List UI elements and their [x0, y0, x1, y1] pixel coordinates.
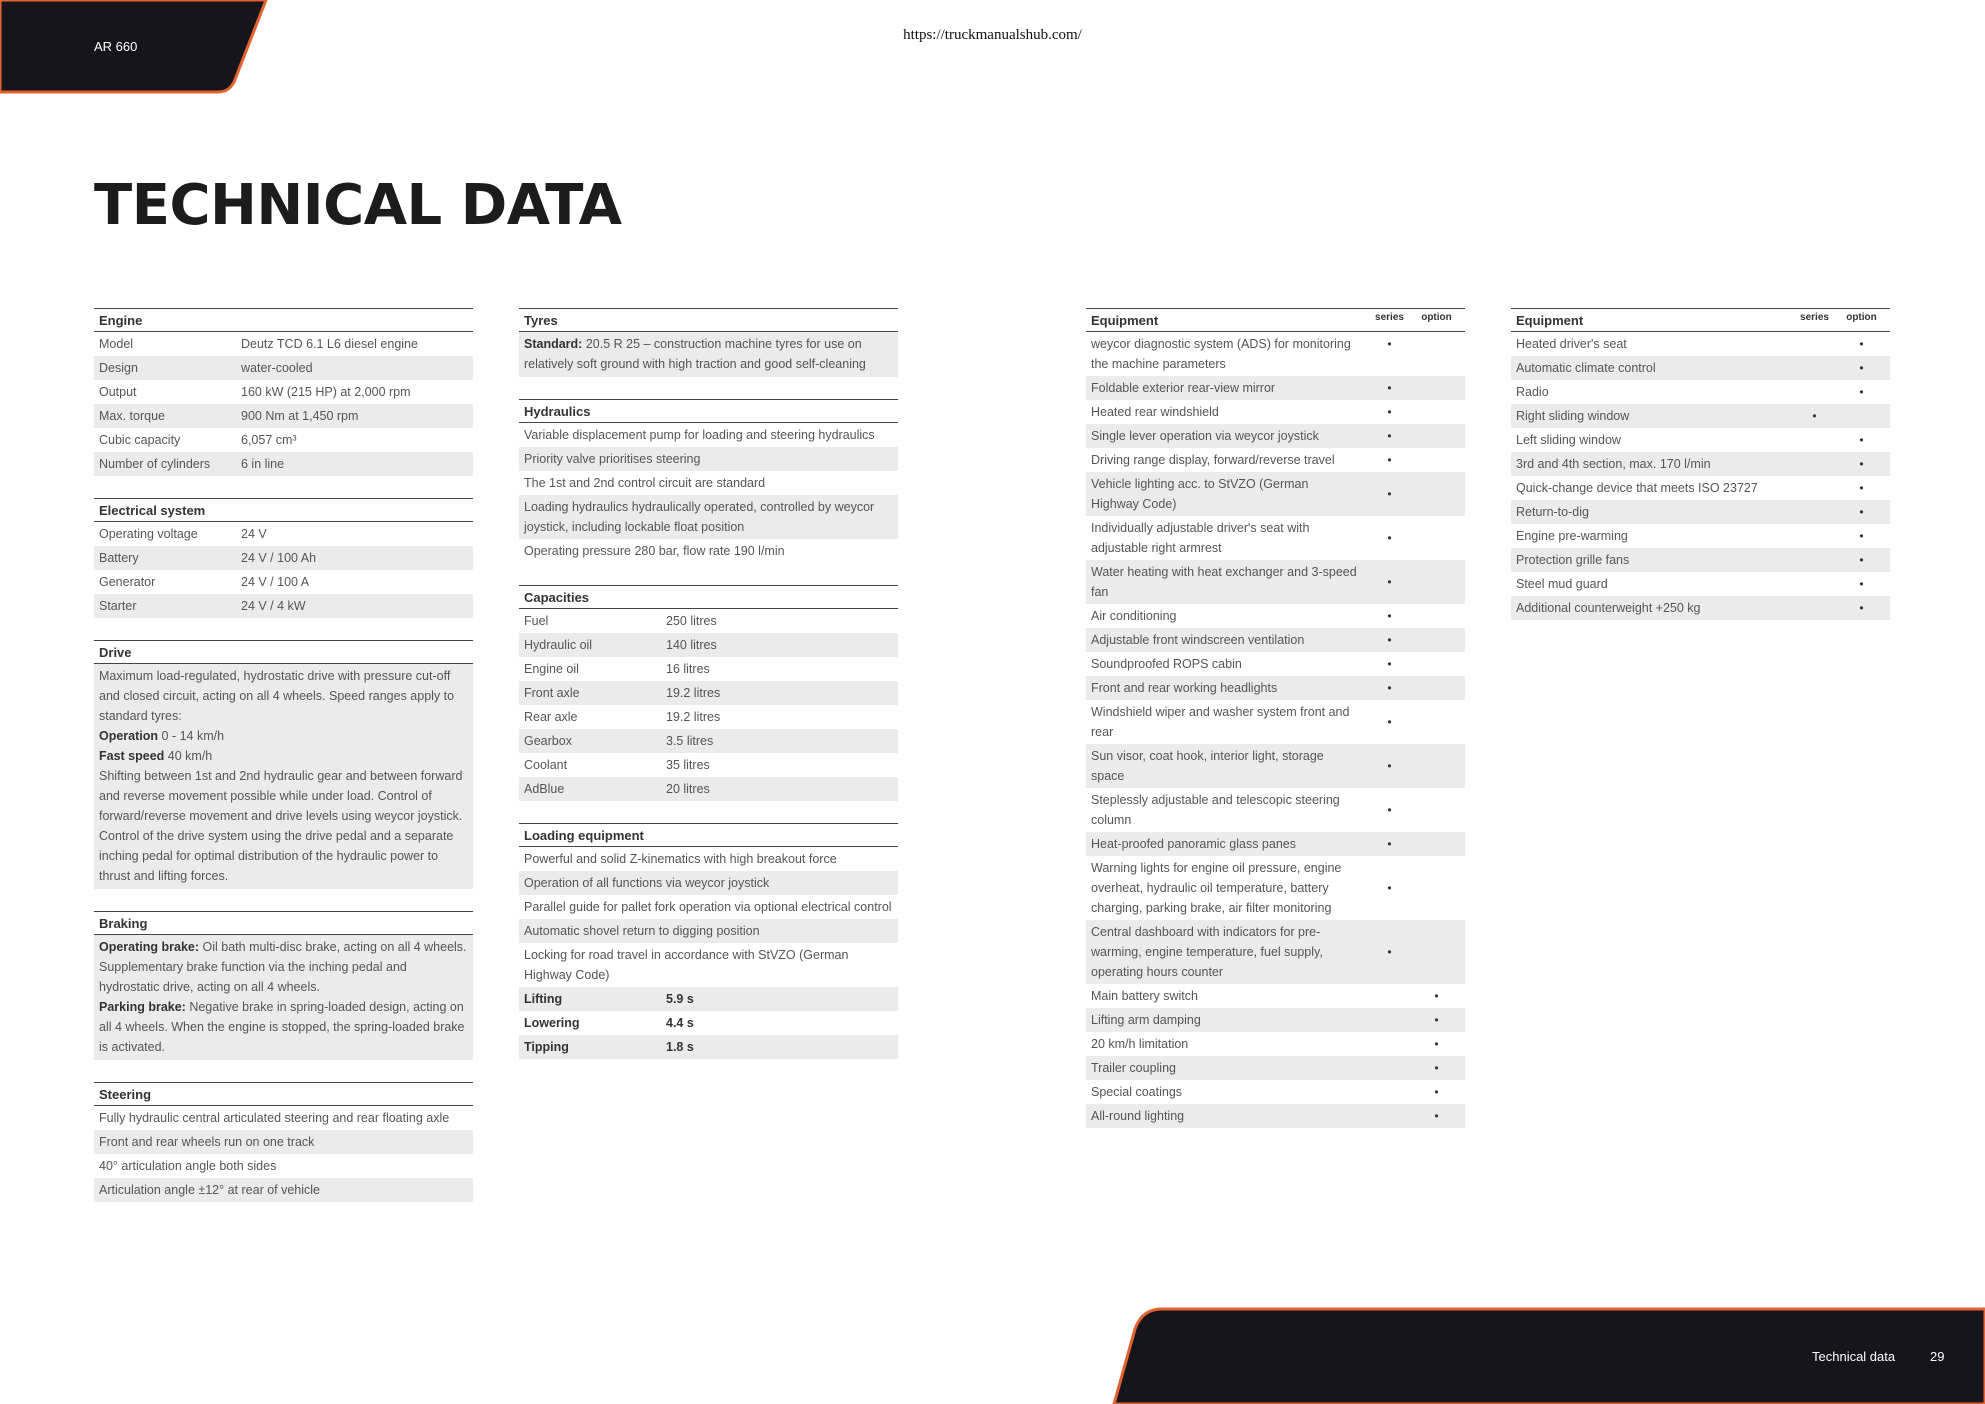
equipment-name: Left sliding window — [1516, 433, 1621, 447]
list-item-text: Powerful and solid Z-kinematics with high breakout force — [524, 852, 837, 866]
row-value: 5.9 s — [666, 992, 694, 1006]
table-row — [519, 633, 898, 657]
table-row — [519, 1011, 898, 1035]
table-row — [94, 332, 473, 356]
option-marker: • — [1859, 577, 1864, 591]
equipment-header — [1511, 308, 1890, 332]
drive-text — [94, 664, 473, 889]
series-column-label: series — [1375, 312, 1404, 323]
equipment-name: 20 km/h limitation — [1091, 1037, 1189, 1051]
operating-brake-label: Operating brake: — [99, 940, 200, 954]
row-value: 24 V / 100 A — [241, 575, 310, 589]
equipment-row — [1511, 476, 1890, 500]
option-marker: • — [1859, 361, 1864, 375]
equipment-name: Soundproofed ROPS cabin — [1091, 657, 1242, 671]
engine-section — [94, 308, 473, 476]
series-marker: • — [1387, 759, 1392, 773]
table-row — [519, 609, 898, 633]
row-label: Lifting — [524, 992, 563, 1006]
equipment-row — [1086, 1032, 1465, 1056]
series-marker: • — [1387, 381, 1392, 395]
option-marker: • — [1434, 1013, 1439, 1027]
row-value: 1.8 s — [666, 1040, 694, 1054]
operating-brake-text: Oil bath multi-disc brake, acting on all 4 wheels. Supplementary brake function via the inching pedal and hydrostatic drive, acting on all 4 wheels. — [99, 940, 467, 994]
row-value: 24 V / 100 Ah — [241, 551, 317, 565]
tyres-label: Standard: — [524, 337, 583, 351]
row-label: Fuel — [524, 614, 549, 628]
series-marker: • — [1387, 803, 1392, 817]
list-item — [519, 919, 898, 943]
equipment-row — [1511, 404, 1890, 428]
list-item — [94, 1154, 473, 1178]
equipment-row — [1086, 744, 1465, 788]
equipment-row — [1086, 628, 1465, 652]
drive-fast-value: 40 km/h — [167, 749, 213, 763]
loading-heading: Loading equipment — [519, 823, 898, 847]
equipment-row — [1086, 652, 1465, 676]
equipment-row — [1086, 332, 1465, 376]
row-value: 16 litres — [666, 662, 710, 676]
table-row — [94, 380, 473, 404]
series-column-label: series — [1800, 312, 1829, 323]
table-row — [94, 594, 473, 618]
table-row — [519, 753, 898, 777]
equipment-list — [1086, 332, 1465, 1128]
option-marker: • — [1434, 1037, 1439, 1051]
option-marker: • — [1859, 385, 1864, 399]
option-marker: • — [1859, 529, 1864, 543]
equipment-row — [1511, 572, 1890, 596]
equipment-name: Protection grille fans — [1516, 553, 1630, 567]
row-label: Coolant — [524, 758, 568, 772]
list-item-text: Front and rear wheels run on one track — [99, 1135, 315, 1149]
steering-heading: Steering — [94, 1082, 473, 1106]
equipment-name: Sun visor, coat hook, interior light, storage space — [1091, 749, 1324, 783]
equipment-name: Main battery switch — [1091, 989, 1198, 1003]
equipment-name: Radio — [1516, 385, 1549, 399]
list-item-text: Operation of all functions via weycor joystick — [524, 876, 770, 890]
row-value: 6,057 cm³ — [241, 433, 297, 447]
equipment-name: Heated driver's seat — [1516, 337, 1627, 351]
drive-heading: Drive — [94, 640, 473, 664]
column-2 — [519, 308, 898, 1081]
series-marker: • — [1387, 487, 1392, 501]
list-item — [94, 1178, 473, 1202]
option-marker: • — [1859, 601, 1864, 615]
equipment-name: Individually adjustable driver's seat with adjustable right armrest — [1091, 521, 1310, 555]
loading-rows — [519, 847, 898, 1059]
electrical-rows — [94, 522, 473, 618]
equipment-row — [1086, 676, 1465, 700]
row-label: Generator — [99, 575, 156, 589]
row-value: 250 litres — [666, 614, 717, 628]
equipment-name: Front and rear working headlights — [1091, 681, 1278, 695]
equipment-row — [1511, 596, 1890, 620]
row-value: Deutz TCD 6.1 L6 diesel engine — [241, 337, 418, 351]
table-row — [94, 356, 473, 380]
series-marker: • — [1387, 881, 1392, 895]
list-item — [94, 1130, 473, 1154]
row-value: 160 kW (215 HP) at 2,000 rpm — [241, 385, 411, 399]
series-marker: • — [1387, 657, 1392, 671]
list-item — [519, 423, 898, 447]
row-label: Engine oil — [524, 662, 579, 676]
equipment-name: Trailer coupling — [1091, 1061, 1176, 1075]
list-item — [94, 1106, 473, 1130]
option-marker: • — [1859, 457, 1864, 471]
row-label: Model — [99, 337, 134, 351]
option-column-label: option — [1421, 312, 1452, 323]
row-value: 900 Nm at 1,450 rpm — [241, 409, 359, 423]
hydraulics-section — [519, 399, 898, 563]
equipment-name: Heated rear windshield — [1091, 405, 1219, 419]
equipment-name: Engine pre-warming — [1516, 529, 1628, 543]
list-item-text: Fully hydraulic central articulated steering and rear floating axle — [99, 1111, 450, 1125]
list-item — [519, 871, 898, 895]
row-label: Lowering — [524, 1016, 580, 1030]
equipment-row — [1086, 400, 1465, 424]
row-value: 6 in line — [241, 457, 285, 471]
table-row — [519, 705, 898, 729]
equipment-row — [1086, 376, 1465, 400]
drive-intro: Maximum load-regulated, hydrostatic drive with pressure cut-off and closed circuit, acting on all 4 wheels. Speed ranges apply to standard tyres: — [99, 669, 455, 723]
table-row — [94, 404, 473, 428]
row-label: AdBlue — [524, 782, 565, 796]
option-marker: • — [1434, 1109, 1439, 1123]
row-label: Output — [99, 385, 137, 399]
row-label: Operating voltage — [99, 527, 198, 541]
equipment-name: 3rd and 4th section, max. 170 l/min — [1516, 457, 1711, 471]
equipment-row — [1511, 500, 1890, 524]
table-row — [519, 1035, 898, 1059]
series-marker: • — [1387, 609, 1392, 623]
equipment-row — [1086, 1008, 1465, 1032]
equipment-name: Driving range display, forward/reverse travel — [1091, 453, 1335, 467]
engine-heading: Engine — [94, 308, 473, 332]
equipment-name: Windshield wiper and washer system front and rear — [1091, 705, 1350, 739]
row-value: 3.5 litres — [666, 734, 714, 748]
row-value: 19.2 litres — [666, 710, 721, 724]
tyres-section — [519, 308, 898, 377]
equipment-name: Heat-proofed panoramic glass panes — [1091, 837, 1296, 851]
steering-section — [94, 1082, 473, 1202]
equipment-row — [1086, 832, 1465, 856]
list-item-text: 40° articulation angle both sides — [99, 1159, 277, 1173]
equipment-row — [1511, 380, 1890, 404]
parking-brake-label: Parking brake: — [99, 1000, 186, 1014]
row-label: Rear axle — [524, 710, 578, 724]
equipment-name: Additional counterweight +250 kg — [1516, 601, 1701, 615]
tyres-description: 20.5 R 25 – construction machine tyres for use on relatively soft ground with high traction and good self-cleaning — [524, 337, 866, 371]
list-item-text: Operating pressure 280 bar, flow rate 190 l/min — [524, 544, 785, 558]
list-item-text: The 1st and 2nd control circuit are standard — [524, 476, 766, 490]
equipment-name: Air conditioning — [1091, 609, 1177, 623]
capacities-heading: Capacities — [519, 585, 898, 609]
option-marker: • — [1859, 505, 1864, 519]
series-marker: • — [1387, 531, 1392, 545]
series-marker: • — [1387, 681, 1392, 695]
equipment-name: Right sliding window — [1516, 409, 1630, 423]
equipment-name: Quick-change device that meets ISO 23727 — [1516, 481, 1758, 495]
drive-fast-label: Fast speed — [99, 749, 165, 763]
series-marker: • — [1387, 429, 1392, 443]
row-value: 19.2 litres — [666, 686, 721, 700]
equipment-header — [1086, 308, 1465, 332]
row-value: 35 litres — [666, 758, 710, 772]
equipment-row — [1086, 984, 1465, 1008]
table-row — [519, 657, 898, 681]
equipment-name: Single lever operation via weycor joystick — [1091, 429, 1319, 443]
equipment-name: weycor diagnostic system (ADS) for monitoring the machine parameters — [1091, 337, 1351, 371]
row-label: Number of cylinders — [99, 457, 211, 471]
equipment-heading: Equipment — [1516, 313, 1584, 328]
row-label: Battery — [99, 551, 139, 565]
equipment-name: Adjustable front windscreen ventilation — [1091, 633, 1305, 647]
hydraulics-heading: Hydraulics — [519, 399, 898, 423]
list-item-text: Locking for road travel in accordance with StVZO (German Highway Code) — [524, 948, 849, 982]
braking-heading: Braking — [94, 911, 473, 935]
equipment-name: Steplessly adjustable and telescopic steering column — [1091, 793, 1340, 827]
option-marker: • — [1434, 989, 1439, 1003]
footer-section-label: Technical data — [1812, 1349, 1896, 1364]
equipment-row — [1511, 356, 1890, 380]
steering-rows — [94, 1106, 473, 1202]
engine-rows — [94, 332, 473, 476]
equipment-row — [1086, 1104, 1465, 1128]
row-value: 140 litres — [666, 638, 717, 652]
electrical-section — [94, 498, 473, 618]
equipment-row — [1086, 1056, 1465, 1080]
equipment-row — [1511, 428, 1890, 452]
row-value: 20 litres — [666, 782, 710, 796]
list-item-text: Articulation angle ±12° at rear of vehicle — [99, 1183, 321, 1197]
equipment-row — [1086, 560, 1465, 604]
equipment-row — [1086, 856, 1465, 920]
equipment-row — [1086, 472, 1465, 516]
equipment-name: Foldable exterior rear-view mirror — [1091, 381, 1276, 395]
row-label: Front axle — [524, 686, 580, 700]
loading-section — [519, 823, 898, 1059]
option-column-label: option — [1846, 312, 1877, 323]
equipment-list — [1511, 332, 1890, 620]
list-item-text: Variable displacement pump for loading and steering hydraulics — [524, 428, 875, 442]
model-name: AR 660 — [94, 39, 138, 54]
series-marker: • — [1387, 405, 1392, 419]
column-1 — [94, 308, 473, 1224]
option-marker: • — [1859, 481, 1864, 495]
equipment-name: All-round lighting — [1091, 1109, 1185, 1123]
list-item-text: Automatic shovel return to digging position — [524, 924, 760, 938]
row-value: water-cooled — [241, 361, 313, 375]
page-number: 29 — [1930, 1349, 1945, 1364]
column-3 — [1086, 308, 1465, 1128]
table-row — [519, 777, 898, 801]
equipment-row — [1511, 524, 1890, 548]
table-row — [94, 522, 473, 546]
table-row — [94, 428, 473, 452]
list-item — [519, 539, 898, 563]
drive-op-value: 0 - 14 km/h — [161, 729, 225, 743]
row-value: 4.4 s — [666, 1016, 694, 1030]
list-item-text: Loading hydraulics hydraulically operated, controlled by weycor joystick, including lockable float position — [524, 500, 875, 534]
table-row — [519, 681, 898, 705]
table-row — [94, 570, 473, 594]
row-label: Gearbox — [524, 734, 572, 748]
series-marker: • — [1387, 337, 1392, 351]
equipment-heading: Equipment — [1091, 313, 1159, 328]
equipment-name: Central dashboard with indicators for pre-warming, engine temperature, fuel supply, operating hours counter — [1091, 925, 1323, 979]
series-marker: • — [1387, 633, 1392, 647]
hydraulics-rows — [519, 423, 898, 563]
option-marker: • — [1434, 1061, 1439, 1075]
series-marker: • — [1812, 409, 1817, 423]
row-label: Starter — [99, 599, 137, 613]
equipment-row — [1086, 788, 1465, 832]
option-marker: • — [1434, 1085, 1439, 1099]
option-marker: • — [1859, 553, 1864, 567]
table-row — [519, 729, 898, 753]
table-row — [94, 546, 473, 570]
equipment-row — [1086, 920, 1465, 984]
equipment-row — [1086, 424, 1465, 448]
table-row — [519, 987, 898, 1011]
tyres-text — [519, 332, 898, 377]
capacities-section — [519, 585, 898, 801]
series-marker: • — [1387, 575, 1392, 589]
equipment-row — [1511, 332, 1890, 356]
electrical-heading: Electrical system — [94, 498, 473, 522]
list-item — [519, 943, 898, 987]
equipment-row — [1086, 700, 1465, 744]
list-item — [519, 447, 898, 471]
capacities-rows — [519, 609, 898, 801]
row-label: Tipping — [524, 1040, 569, 1054]
column-4 — [1511, 308, 1890, 620]
series-marker: • — [1387, 715, 1392, 729]
equipment-name: Vehicle lighting acc. to StVZO (German Highway Code) — [1091, 477, 1309, 511]
series-marker: • — [1387, 945, 1392, 959]
option-marker: • — [1859, 433, 1864, 447]
equipment-name: Warning lights for engine oil pressure, engine overheat, hydraulic oil temperature, battery charging, parking brake, air filter monitoring — [1091, 861, 1342, 915]
braking-text — [94, 935, 473, 1060]
list-item-text: Priority valve prioritises steering — [524, 452, 701, 466]
list-item — [519, 847, 898, 871]
list-item — [519, 895, 898, 919]
page-title: TECHNICAL DATA — [94, 173, 622, 238]
equipment-row — [1086, 604, 1465, 628]
row-value: 24 V / 4 kW — [241, 599, 306, 613]
parking-brake-text: Negative brake in spring-loaded design, acting on all 4 wheels. When the engine is stopped, the spring-loaded brake is activated. — [99, 1000, 465, 1054]
equipment-row — [1086, 516, 1465, 560]
equipment-row — [1086, 448, 1465, 472]
source-url[interactable]: https://truckmanualshub.com/ — [903, 27, 1082, 43]
row-label: Cubic capacity — [99, 433, 181, 447]
row-value: 24 V — [241, 527, 267, 541]
list-item — [519, 495, 898, 539]
equipment-name: Return-to-dig — [1516, 505, 1589, 519]
equipment-name: Water heating with heat exchanger and 3-speed fan — [1091, 565, 1357, 599]
list-item — [519, 471, 898, 495]
equipment-row — [1086, 1080, 1465, 1104]
drive-body: Shifting between 1st and 2nd hydraulic gear and between forward and reverse movement possible while under load. Control of forward/reverse movement and drive levels using weycor joystick. Control of the drive system using the drive pedal and a separate inching pedal for optimal distribution of the hydraulic power to thrust and lifting forces. — [99, 769, 463, 883]
braking-section — [94, 911, 473, 1060]
row-label: Max. torque — [99, 409, 166, 423]
table-row — [94, 452, 473, 476]
option-marker: • — [1859, 337, 1864, 351]
equipment-name: Steel mud guard — [1516, 577, 1608, 591]
series-marker: • — [1387, 453, 1392, 467]
list-item-text: Parallel guide for pallet fork operation via optional electrical control — [524, 900, 892, 914]
drive-op-label: Operation — [99, 729, 159, 743]
equipment-row — [1511, 452, 1890, 476]
drive-section — [94, 640, 473, 889]
equipment-name: Lifting arm damping — [1091, 1013, 1201, 1027]
equipment-name: Automatic climate control — [1516, 361, 1656, 375]
tyres-heading: Tyres — [519, 308, 898, 332]
series-marker: • — [1387, 837, 1392, 851]
equipment-row — [1511, 548, 1890, 572]
equipment-name: Special coatings — [1091, 1085, 1183, 1099]
row-label: Design — [99, 361, 138, 375]
row-label: Hydraulic oil — [524, 638, 593, 652]
